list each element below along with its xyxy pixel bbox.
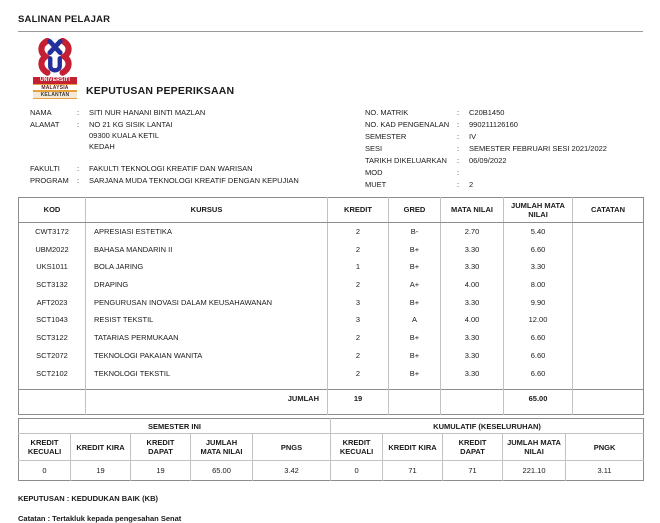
results-header-cell: JUMLAH MATA NILAI [504, 197, 573, 222]
info-value: KEDAH [89, 142, 115, 152]
info-value: 2 [469, 179, 474, 189]
results-cell [573, 293, 644, 311]
doc-title: SALINAN PELAJAR [18, 14, 111, 25]
results-cell: 6.60 [504, 329, 573, 347]
keputusan-text: KEPUTUSAN : KEDUDUKAN BAIK (KB) [18, 494, 158, 503]
results-cell: 3.30 [441, 293, 504, 311]
results-header-cell: CATATAN [573, 197, 644, 222]
results-cell: PENGURUSAN INOVASI DALAM KEUSAHAWANAN [86, 293, 328, 311]
results-cell: 3 [328, 293, 389, 311]
results-cell: CWT3172 [35, 227, 69, 236]
results-cell: B- [389, 222, 441, 240]
results-cell: 4.00 [441, 311, 504, 329]
info-label: NO. MATRIK [365, 107, 409, 117]
page-title: KEPUTUSAN PEPERIKSAAN [86, 84, 235, 97]
header-divider [18, 31, 643, 32]
results-total-cell [19, 389, 86, 415]
info-colon: : [77, 107, 80, 117]
summary-value-cell: 3.42 [253, 461, 331, 481]
info-row [365, 179, 643, 191]
info-value-lines [89, 107, 365, 119]
results-cell: TEKNOLOGI PAKAIAN WANITA [86, 346, 328, 364]
info-label: NO. KAD PENGENALAN [365, 119, 450, 129]
info-label: MUET [365, 179, 387, 189]
results-cell: TEKNOLOGI TEKSTIL [86, 364, 328, 389]
results-total-cell [441, 389, 504, 415]
results-cell [573, 222, 644, 240]
info-value-lines [469, 119, 643, 131]
results-row [19, 346, 644, 364]
results-cell: 5.40 [504, 222, 573, 240]
results-header-cell: MATA NILAI [441, 197, 504, 222]
results-cell [573, 364, 644, 389]
results-cell: 2 [328, 364, 389, 389]
results-cell [573, 346, 644, 364]
info-colon: : [457, 143, 460, 153]
results-row [19, 293, 644, 311]
info-value: SARJANA MUDA TEKNOLOGI KREATIF DENGAN KEPUJIAN [89, 175, 299, 185]
results-row [19, 311, 644, 329]
results-row [19, 276, 644, 294]
university-logo [33, 38, 77, 99]
results-cell [573, 311, 644, 329]
results-cell: UKS1011 [36, 262, 68, 272]
results-cell: 9.90 [504, 293, 573, 311]
results-cell: 6.60 [504, 364, 573, 389]
results-cell: 1 [328, 258, 389, 276]
results-cell: TATARIAS PERMUKAAN [86, 329, 328, 347]
info-value-lines [89, 163, 365, 175]
results-cell: UBM2022 [35, 244, 69, 254]
info-value: SITI NUR HANANI BINTI MAZLAN [89, 107, 206, 117]
results-cell: 3.30 [441, 329, 504, 347]
summary-value-cell: 0 [19, 461, 71, 481]
results-cell: B+ [389, 364, 441, 389]
results-header-row [19, 197, 644, 222]
info-label: MOD [365, 167, 383, 177]
results-cell: DRAPING [86, 276, 328, 294]
results-cell: SCT3132 [36, 280, 68, 290]
results-total-cell: JUMLAH [86, 389, 328, 415]
results-cell: 12.00 [504, 311, 573, 329]
results-cell: BOLA JARING [86, 258, 328, 276]
info-value: NO 21 KG SISIK LANTAI [89, 119, 173, 129]
info-value: 990211126160 [469, 119, 518, 129]
student-info-left [30, 107, 365, 191]
results-cell: 3 [328, 311, 389, 329]
results-cell: 8.00 [504, 276, 573, 294]
results-cell: 3.30 [441, 240, 504, 258]
info-value-lines [89, 175, 365, 187]
summary-value-cell: 19 [71, 461, 131, 481]
info-value-lines [469, 131, 643, 143]
info-colon: : [457, 179, 460, 189]
results-cell: SCT2102 [36, 368, 68, 378]
results-cell [573, 258, 644, 276]
results-cell: B+ [389, 293, 441, 311]
results-row [19, 258, 644, 276]
results-cell: A [389, 311, 441, 329]
summary-header-cell: PNGK [566, 434, 644, 461]
results-cell: 2 [328, 240, 389, 258]
info-value: 09300 KUALA KETIL [89, 130, 160, 140]
results-cell: BAHASA MANDARIN II [86, 240, 328, 258]
info-value: C20B1450 [469, 107, 505, 117]
logo-band-kelantan: KELANTAN [33, 92, 77, 99]
summary-group-header: KUMULATIF (KESELURUHAN) [331, 419, 644, 434]
summary-header-cell: KREDIT KECUALI [27, 438, 62, 456]
results-cell: 2 [328, 222, 389, 240]
summary-header-cell: PNGS [253, 434, 331, 461]
info-value-lines [89, 119, 365, 153]
results-cell: 6.60 [504, 346, 573, 364]
summary-table [18, 418, 644, 481]
results-row [19, 222, 644, 240]
summary-value-cell: 221.10 [503, 461, 566, 481]
info-value: 06/09/2022 [469, 155, 507, 165]
info-row [365, 107, 643, 119]
results-cell: 2 [328, 276, 389, 294]
info-colon: : [457, 167, 460, 177]
results-total-cell: 65.00 [504, 389, 573, 415]
results-cell: 6.60 [504, 240, 573, 258]
results-total-cell [573, 389, 644, 415]
info-label: ALAMAT [30, 119, 60, 129]
results-cell: AFT2023 [36, 297, 68, 307]
info-label: PROGRAM [30, 175, 69, 185]
results-row [19, 329, 644, 347]
results-cell [573, 329, 644, 347]
info-value-lines [469, 107, 643, 119]
info-value-lines [469, 155, 643, 167]
summary-group-row [19, 419, 644, 434]
results-cell [573, 276, 644, 294]
results-total-cell: 19 [328, 389, 389, 415]
info-row [365, 167, 643, 179]
info-colon: : [77, 175, 80, 185]
summary-header-cell: KREDIT DAPAT [131, 434, 191, 461]
results-header-cell: KREDIT [328, 197, 389, 222]
summary-header-cell: KREDIT KECUALI [331, 434, 383, 461]
summary-value-row [19, 461, 644, 481]
summary-header-cell: KREDIT KIRA [383, 434, 443, 461]
info-colon: : [77, 163, 80, 173]
results-cell [573, 240, 644, 258]
results-body [19, 222, 644, 389]
info-row [365, 155, 643, 167]
results-cell: 3.30 [441, 258, 504, 276]
summary-header-cell: KREDIT DAPAT [443, 434, 503, 461]
results-header-cell: KURSUS [86, 197, 328, 222]
info-label: FAKULTI [30, 163, 60, 173]
results-cell: SCT3122 [36, 333, 68, 343]
info-value-lines [469, 179, 643, 191]
results-header-cell: KOD [19, 197, 86, 222]
results-cell: APRESIASI ESTETIKA [86, 222, 328, 240]
results-cell: B+ [389, 346, 441, 364]
info-row [365, 119, 643, 131]
summary-value-cell: 0 [331, 461, 383, 481]
summary-header-row [19, 434, 644, 461]
info-colon: : [457, 119, 460, 129]
results-cell: SCT1043 [36, 315, 68, 325]
results-table [18, 197, 644, 416]
summary-value-cell: 71 [443, 461, 503, 481]
summary-value-cell: 65.00 [191, 461, 253, 481]
info-value: SEMESTER FEBRUARI SESI 2021/2022 [469, 143, 607, 153]
info-row [30, 107, 365, 119]
info-label: NAMA [30, 107, 52, 117]
info-value: IV [469, 131, 477, 141]
results-cell: B+ [389, 258, 441, 276]
summary-value-cell: 3.11 [566, 461, 644, 481]
student-info [18, 107, 643, 191]
results-row [19, 240, 644, 258]
logo-band-malaysia: MALAYSIA [33, 84, 77, 92]
info-value: FAKULTI TEKNOLOGI KREATIF DAN WARISAN [89, 163, 253, 173]
summary-header-cell: KREDIT KIRA [71, 434, 131, 461]
info-label: SESI [365, 143, 383, 153]
info-value-lines [469, 167, 643, 179]
results-header-cell: GRED [389, 197, 441, 222]
info-row [30, 119, 365, 153]
info-colon: : [77, 119, 80, 129]
results-cell: B+ [389, 329, 441, 347]
summary-value-cell: 19 [131, 461, 191, 481]
document-header [18, 38, 643, 99]
results-cell: 3.30 [504, 258, 573, 276]
results-cell: B+ [389, 240, 441, 258]
results-total-row [19, 389, 644, 415]
results-cell: 2.70 [441, 222, 504, 240]
summary-header-cell: JUMLAH MATA NILAI [191, 434, 253, 461]
info-row [30, 175, 365, 187]
results-total-cell [389, 389, 441, 415]
info-row [30, 163, 365, 175]
results-cell: 2 [328, 346, 389, 364]
info-label: SEMESTER [365, 131, 407, 141]
results-cell: 2 [328, 329, 389, 347]
summary-value-cell: 71 [383, 461, 443, 481]
info-label: TARIKH DIKELUARKAN [365, 155, 447, 165]
results-cell: 3.30 [441, 346, 504, 364]
info-colon: : [457, 107, 460, 117]
info-colon: : [457, 131, 460, 141]
results-cell: RESIST TEKSTIL [86, 311, 328, 329]
results-cell: A+ [389, 276, 441, 294]
results-cell: 3.30 [441, 364, 504, 389]
summary-header-cell: JUMLAH MATA NILAI [503, 434, 566, 461]
info-colon: : [457, 155, 460, 165]
results-cell: SCT2072 [36, 350, 68, 360]
results-row [19, 364, 644, 389]
student-info-right [365, 107, 643, 191]
info-row [365, 131, 643, 143]
results-cell: 4.00 [441, 276, 504, 294]
catatan-text: Catatan : Tertakluk kepada pengesahan Senat [18, 514, 182, 523]
umk-emblem-icon [35, 38, 75, 76]
logo-band-universiti: UNIVERSITI [33, 77, 77, 84]
summary-group-header: SEMESTER INI [19, 419, 331, 434]
info-row [365, 143, 643, 155]
info-value-lines [469, 143, 643, 155]
